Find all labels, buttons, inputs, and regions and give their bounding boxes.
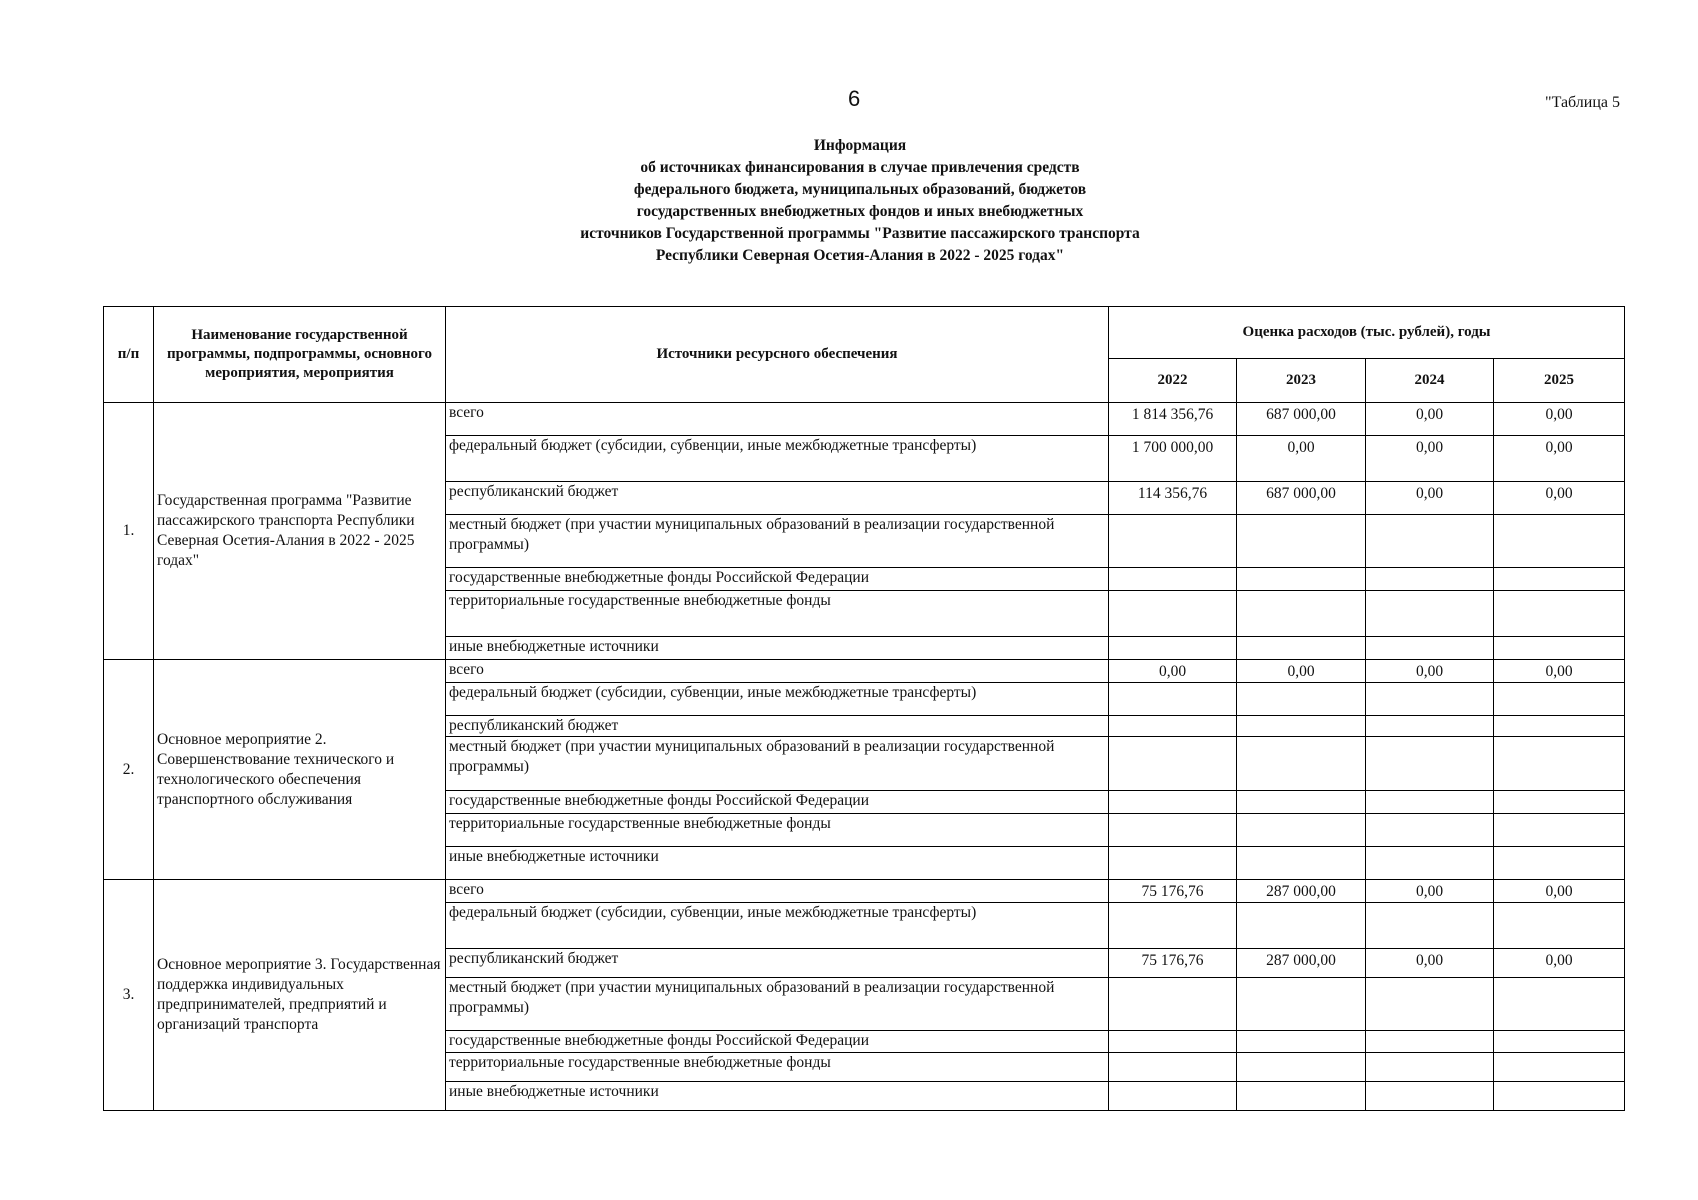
- value-cell: [1237, 591, 1366, 636]
- value-cell: [1494, 847, 1625, 880]
- value-cell: [1366, 591, 1494, 636]
- value-cell: 0,00: [1109, 659, 1237, 682]
- value-cell: [1237, 682, 1366, 715]
- source-cell: республиканский бюджет: [446, 481, 1109, 514]
- title-line: об источниках финансирования в случае привлечения средств: [640, 159, 1080, 176]
- value-cell: [1366, 790, 1494, 813]
- source-cell: всего: [446, 403, 1109, 436]
- source-cell: территориальные государственные внебюджетные фонды: [446, 813, 1109, 846]
- value-cell: [1366, 1081, 1494, 1110]
- financing-table: [103, 306, 1625, 1111]
- table-label: "Таблица 5: [1545, 94, 1620, 111]
- header-num: п/п: [104, 307, 154, 403]
- value-cell: [1366, 568, 1494, 591]
- header-source: Источники ресурсного обеспечения: [446, 307, 1109, 403]
- table-row: [104, 659, 1625, 682]
- value-cell: [1237, 568, 1366, 591]
- value-cell: [1494, 1031, 1625, 1052]
- value-cell: [1366, 1031, 1494, 1052]
- section-number: 2.: [104, 659, 154, 880]
- value-cell: [1366, 682, 1494, 715]
- source-cell: иные внебюджетные источники: [446, 1081, 1109, 1110]
- section-name: Основное мероприятие 2. Совершенствование технического и технологического обеспечения транспортного обслуживания: [154, 659, 446, 880]
- value-cell: [1109, 847, 1237, 880]
- value-cell: [1109, 737, 1237, 790]
- document-title: [520, 135, 1200, 267]
- value-cell: 0,00: [1366, 880, 1494, 903]
- value-cell: 0,00: [1494, 880, 1625, 903]
- title-line: Информация: [813, 137, 907, 154]
- source-cell: территориальные государственные внебюджетные фонды: [446, 591, 1109, 636]
- source-cell: иные внебюджетные источники: [446, 636, 1109, 659]
- value-cell: [1109, 903, 1237, 948]
- header-name: Наименование государственной программы, подпрограммы, основного мероприятия, мероприятия: [154, 307, 446, 403]
- value-cell: 75 176,76: [1109, 880, 1237, 903]
- value-cell: 287 000,00: [1237, 948, 1366, 977]
- source-cell: местный бюджет (при участии муниципальных образований в реализации государственной программы): [446, 514, 1109, 567]
- value-cell: 687 000,00: [1237, 481, 1366, 514]
- value-cell: [1109, 682, 1237, 715]
- value-cell: [1109, 636, 1237, 659]
- value-cell: [1109, 813, 1237, 846]
- value-cell: 0,00: [1237, 659, 1366, 682]
- value-cell: [1109, 591, 1237, 636]
- value-cell: 0,00: [1494, 948, 1625, 977]
- value-cell: 287 000,00: [1237, 880, 1366, 903]
- value-cell: [1366, 514, 1494, 567]
- header-year-2025: 2025: [1494, 359, 1625, 403]
- title-line: Республики Северная Осетия-Алания в 2022 - 2025 годах": [655, 247, 1065, 264]
- value-cell: [1366, 813, 1494, 846]
- value-cell: [1494, 636, 1625, 659]
- table-row: [104, 403, 1625, 436]
- source-cell: государственные внебюджетные фонды Российской Федерации: [446, 568, 1109, 591]
- source-cell: республиканский бюджет: [446, 716, 1109, 737]
- section-name: Основное мероприятие 3. Государственная поддержка индивидуальных предпринимателей, предприятий и организаций транспорта: [154, 880, 446, 1111]
- source-cell: государственные внебюджетные фонды Российской Федерации: [446, 1031, 1109, 1052]
- value-cell: 0,00: [1366, 481, 1494, 514]
- value-cell: [1237, 737, 1366, 790]
- value-cell: 0,00: [1366, 948, 1494, 977]
- source-cell: всего: [446, 659, 1109, 682]
- source-cell: федеральный бюджет (субсидии, субвенции, иные межбюджетные трансферты): [446, 682, 1109, 715]
- value-cell: [1109, 977, 1237, 1030]
- value-cell: [1494, 813, 1625, 846]
- source-cell: всего: [446, 880, 1109, 903]
- value-cell: [1366, 737, 1494, 790]
- value-cell: [1494, 790, 1625, 813]
- value-cell: [1109, 514, 1237, 567]
- source-cell: федеральный бюджет (субсидии, субвенции, иные межбюджетные трансферты): [446, 436, 1109, 481]
- value-cell: [1109, 790, 1237, 813]
- value-cell: 0,00: [1366, 403, 1494, 436]
- value-cell: [1366, 716, 1494, 737]
- value-cell: [1237, 636, 1366, 659]
- value-cell: [1109, 1081, 1237, 1110]
- value-cell: [1366, 847, 1494, 880]
- title-line: государственных внебюджетных фондов и иных внебюджетных: [636, 203, 1084, 220]
- value-cell: [1494, 682, 1625, 715]
- value-cell: 0,00: [1494, 403, 1625, 436]
- value-cell: [1237, 790, 1366, 813]
- value-cell: [1494, 591, 1625, 636]
- value-cell: [1109, 568, 1237, 591]
- value-cell: 0,00: [1237, 436, 1366, 481]
- value-cell: [1237, 716, 1366, 737]
- value-cell: [1237, 903, 1366, 948]
- value-cell: [1494, 1052, 1625, 1081]
- value-cell: [1237, 977, 1366, 1030]
- header-estimate: Оценка расходов (тыс. рублей), годы: [1109, 307, 1625, 359]
- value-cell: [1366, 903, 1494, 948]
- section-name: Государственная программа "Развитие пассажирского транспорта Республики Северная Осетия-Алания в 2022 - 2025 годах": [154, 403, 446, 660]
- source-cell: местный бюджет (при участии муниципальных образований в реализации государственной программы): [446, 737, 1109, 790]
- value-cell: [1109, 716, 1237, 737]
- value-cell: [1494, 514, 1625, 567]
- title-line: источников Государственной программы "Развитие пассажирского транспорта: [580, 225, 1140, 242]
- value-cell: [1494, 568, 1625, 591]
- value-cell: [1366, 636, 1494, 659]
- value-cell: 1 814 356,76: [1109, 403, 1237, 436]
- value-cell: 114 356,76: [1109, 481, 1237, 514]
- header-year-2023: 2023: [1237, 359, 1366, 403]
- source-cell: республиканский бюджет: [446, 948, 1109, 977]
- source-cell: территориальные государственные внебюджетные фонды: [446, 1052, 1109, 1081]
- value-cell: [1237, 847, 1366, 880]
- source-cell: федеральный бюджет (субсидии, субвенции, иные межбюджетные трансферты): [446, 903, 1109, 948]
- value-cell: 75 176,76: [1109, 948, 1237, 977]
- page-number: 6: [848, 86, 861, 111]
- header-year-2022: 2022: [1109, 359, 1237, 403]
- value-cell: [1366, 1052, 1494, 1081]
- section-number: 1.: [104, 403, 154, 660]
- value-cell: 0,00: [1494, 481, 1625, 514]
- value-cell: 687 000,00: [1237, 403, 1366, 436]
- value-cell: [1109, 1052, 1237, 1081]
- table-row: [104, 880, 1625, 903]
- value-cell: [1237, 514, 1366, 567]
- value-cell: 1 700 000,00: [1109, 436, 1237, 481]
- value-cell: [1366, 977, 1494, 1030]
- value-cell: [1494, 903, 1625, 948]
- value-cell: [1237, 1052, 1366, 1081]
- value-cell: 0,00: [1494, 659, 1625, 682]
- section-number: 3.: [104, 880, 154, 1111]
- value-cell: 0,00: [1366, 436, 1494, 481]
- source-cell: иные внебюджетные источники: [446, 847, 1109, 880]
- title-line: федерального бюджета, муниципальных образований, бюджетов: [633, 181, 1087, 198]
- value-cell: [1494, 737, 1625, 790]
- value-cell: [1237, 1081, 1366, 1110]
- value-cell: [1494, 1081, 1625, 1110]
- value-cell: 0,00: [1494, 436, 1625, 481]
- value-cell: [1494, 716, 1625, 737]
- source-cell: государственные внебюджетные фонды Российской Федерации: [446, 790, 1109, 813]
- value-cell: [1109, 1031, 1237, 1052]
- value-cell: [1237, 813, 1366, 846]
- header-year-2024: 2024: [1366, 359, 1494, 403]
- value-cell: [1237, 1031, 1366, 1052]
- value-cell: 0,00: [1366, 659, 1494, 682]
- source-cell: местный бюджет (при участии муниципальных образований в реализации государственной программы): [446, 977, 1109, 1030]
- value-cell: [1494, 977, 1625, 1030]
